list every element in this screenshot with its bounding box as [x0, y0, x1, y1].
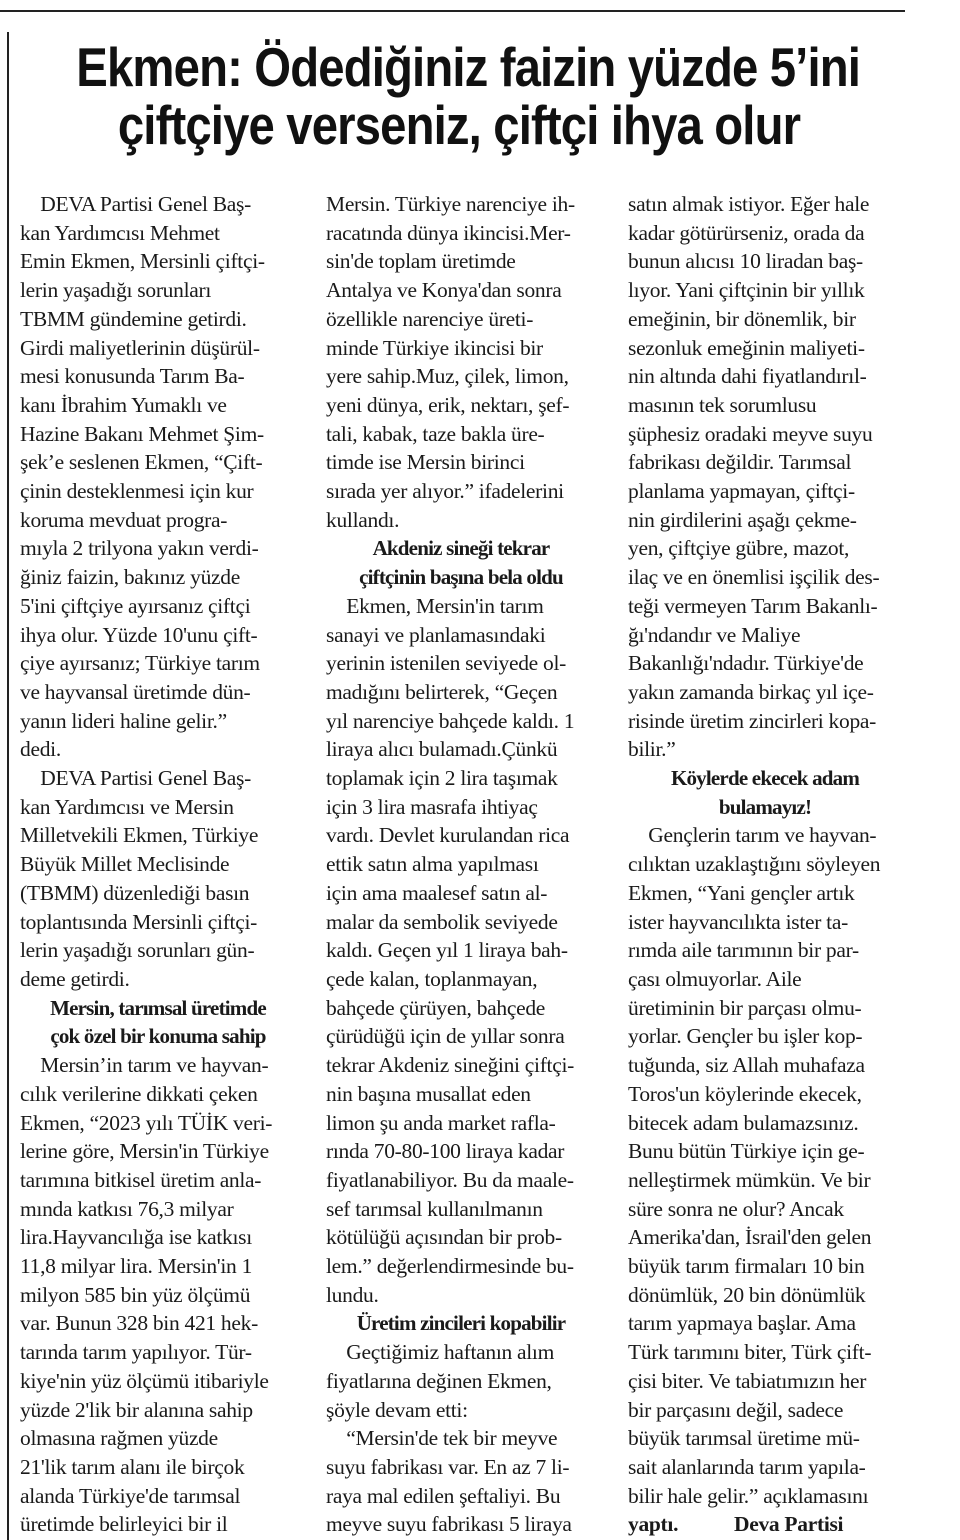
article-text-line: nin altında dahi fiyatlandırıl- — [628, 364, 867, 389]
article-text-line: vardı. Devlet kurulandan rica — [326, 823, 570, 848]
article-text-line: bilir hale gelir.” açıklamasını — [628, 1483, 869, 1508]
article-text-line: sait alanlarında tarım yapıla- — [628, 1454, 866, 1479]
article-text-line: Gençlerin tarım ve hayvan- — [628, 823, 877, 848]
article-text-line: DEVA Partisi Genel Baş- — [20, 766, 251, 791]
article-text-line: limon şu anda market rafla- — [326, 1110, 556, 1135]
article-text-line: 5'ini çiftçiye ayırsanız çiftçi — [20, 593, 251, 618]
article-text-line: yeni dünya, erik, nektarı, şef- — [326, 392, 570, 417]
article-text-line: lira.Hayvancılığa ise katkısı — [20, 1225, 252, 1250]
headline — [76, 36, 861, 156]
article-text-line: lıyor. Yani çiftçinin bir yıllık — [628, 278, 865, 303]
article-text-line: ister hayvancılıkta ister ta- — [628, 909, 848, 934]
article-text-line: yüzde 2'lik bir alanına sahip — [20, 1397, 253, 1422]
article-text-line: süre sonra ne olur? Ancak — [628, 1196, 844, 1221]
article-text-line: şöyle devam etti: — [326, 1397, 468, 1422]
article-text-line: şüphesiz oradaki meyve suyu — [628, 421, 873, 446]
article-column-1 — [20, 190, 296, 1540]
article-text-line: Antalya ve Konya'dan sonra — [326, 278, 562, 303]
article-text-line: bunun alıcısı 10 liradan baş- — [628, 249, 863, 274]
subheading: çiftçinin başına bela oldu — [359, 565, 563, 590]
article-text-line: çinin desteklenmesi için kur — [20, 479, 254, 504]
article-text-line: ğı'ndandır ve Maliye — [628, 622, 801, 647]
article-text-line: bilir.” — [628, 737, 676, 762]
article-text-line: sırada yer alıyor.” ifadelerini — [326, 479, 564, 504]
article-text-line: meyve suyu fabrikası 5 liraya — [326, 1512, 572, 1537]
article-text-line: raya mal edilen şeftaliyi. Bu — [326, 1483, 561, 1508]
article-text-line: cılıktan uzaklaştığını söyleyen — [628, 852, 881, 877]
article-text-line: özellikle narenciye üreti- — [326, 306, 534, 331]
article-text-line: kadar götürürseniz, orada da — [628, 220, 865, 245]
article-text-line: minde Türkiye ikincisi bir — [326, 335, 543, 360]
article-text-line: koruma mevduat progra- — [20, 507, 228, 532]
article-text-line: fiyatlanabiliyor. Bu da maale- — [326, 1167, 574, 1192]
article-text-line: malar da sembolik seviyede — [326, 909, 558, 934]
article-text-line: şek’e seslenen Ekmen, “Çift- — [20, 450, 263, 475]
article-text-line: ilaç ve en önemlisi işçilik des- — [628, 565, 880, 590]
article-text-line: teği vermeyen Tarım Bakanlı- — [628, 593, 878, 618]
article-text-line: yerinin istenilen seviyede ol- — [326, 651, 566, 676]
article-text-line: Geçtiğimiz haftanın alım — [326, 1340, 555, 1365]
article-text-line: Toros'un köylerinde ekecek, — [628, 1081, 862, 1106]
subheading: Köylerde ekecek adam — [670, 766, 860, 791]
article-text-line: ğiniz faizin, bakınız yüzde — [20, 565, 240, 590]
article-text-line: yakın zamanda birkaç yıl içe- — [628, 679, 874, 704]
article-text-line: çiye ayırsanız; Türkiye tarım — [20, 651, 260, 676]
article-text-line: Türk tarımını biter, Türk çift- — [628, 1340, 872, 1365]
article-text-line: yen, çiftçiye gübre, mazot, — [628, 536, 850, 561]
article-text-line: tarımına bitkisel üretim anla- — [20, 1167, 262, 1192]
subheading: Mersin, tarımsal üretimde — [50, 995, 266, 1020]
article-text-line: yere sahip.Muz, çilek, limon, — [326, 364, 569, 389]
article-text-line: Ekmen, “Yani gençler artık — [628, 880, 855, 905]
article-text-line: masının tek sorumlusu — [628, 392, 817, 417]
article-text-line: kaldı. Geçen yıl 1 liraya bah- — [326, 938, 568, 963]
article-text-line: emeğinin, bir dönemlik, bir — [628, 306, 856, 331]
article-text-line: fiyatlarına değinen Ekmen, — [326, 1368, 552, 1393]
article-text-line: fabrikası değildir. Tarımsal — [628, 450, 852, 475]
headline-line: çiftçiye verseniz, çiftçi ihya olur — [117, 94, 801, 156]
article-text-line: tarında tarım yapılıyor. Tür- — [20, 1340, 252, 1365]
article-column-2 — [326, 190, 596, 1540]
article-text-line: yıl narenciye bahçede kaldı. 1 — [326, 708, 575, 733]
article-text-line: ve hayvansal üretimde dün- — [20, 679, 251, 704]
article-text-line: kanı İbrahim Yumaklı ve — [20, 392, 227, 417]
article-text-line: lem.” değerlendirmesinde bu- — [326, 1254, 574, 1279]
article-text-line: lerin yaşadığı sorunları gün- — [20, 938, 255, 963]
article-text-line: DEVA Partisi Genel Baş- — [20, 192, 251, 216]
article-text-line: çası olmuyorlar. Aile — [628, 966, 802, 991]
article-text-line: yaptı. Deva Partisi — [628, 1512, 844, 1537]
article-text-line: Ekmen, Mersin'in tarım — [326, 593, 544, 618]
article-text-line: lerine göre, Mersin'in Türkiye — [20, 1139, 269, 1164]
article-text-line: mıyla 2 trilyona yakın verdi- — [20, 536, 259, 561]
article-text-line: rında 70-80-100 liraya kadar — [326, 1139, 565, 1164]
article-text-line: planlama yapmayan, çiftçi- — [628, 479, 855, 504]
article-text-line: tali, kabak, taze bakla üre- — [326, 421, 545, 446]
article-text-line: 11,8 milyar lira. Mersin'in 1 — [20, 1254, 253, 1279]
article-text-line: toplantısında Mersinli çiftçi- — [20, 909, 258, 934]
article-text-line: sef tarımsal kullanılmanın — [326, 1196, 543, 1221]
left-rule — [7, 32, 9, 1540]
article-text-line: Hazine Bakanı Mehmet Şim- — [20, 421, 264, 446]
article-text-line: racatında dünya ikincisi.Mer- — [326, 220, 571, 245]
article-text-line: bir parçasını değil, sadece — [628, 1397, 844, 1422]
article-text-line: üretiminin bir parçası olmu- — [628, 995, 862, 1020]
article-text-line: tuğunda, siz Allah muhafaza — [628, 1053, 865, 1078]
article-text-line: Ekmen, “2023 yılı TÜİK veri- — [20, 1110, 273, 1135]
article-text-line: bahçede çürüyen, bahçede — [326, 995, 546, 1020]
article-text-line: büyük tarım firmaları 10 bin — [628, 1254, 865, 1279]
article-text-line: olmasına rağmen yüzde — [20, 1426, 218, 1451]
article-text-line: alanda Türkiye'de tarımsal — [20, 1483, 241, 1508]
article-text-line: (TBMM) düzenlediği basın — [20, 880, 250, 905]
top-rule — [0, 10, 905, 12]
article-text-line: kötülüğü açısından bir prob- — [326, 1225, 562, 1250]
article-text-line: çisi biter. Ve tabiatımızın her — [628, 1368, 867, 1393]
article-text-line: lundu. — [326, 1282, 379, 1307]
article-text-line: yorlar. Gençler bu işler kop- — [628, 1024, 863, 1049]
article-text-line: deme getirdi. — [20, 966, 130, 991]
article-text-line: büyük tarımsal üretime mü- — [628, 1426, 860, 1451]
article-text-line: toplamak için 2 lira taşımak — [326, 766, 558, 791]
article-text-line: kiye'nin yüz ölçümü itibariyle — [20, 1368, 269, 1393]
article-text-line: timde ise Mersin birinci — [326, 450, 525, 475]
article-text-line: mesi konusunda Tarım Ba- — [20, 364, 245, 389]
article-text-line: kan Yardımcısı Mehmet — [20, 220, 220, 245]
article-text-line: satın almak istiyor. Eğer hale — [628, 192, 870, 216]
article-text-line: Amerika'dan, İsrail'den gelen — [628, 1225, 872, 1250]
article-text-line: rımda aile tarımının bir par- — [628, 938, 859, 963]
article-text-line: mında katkısı 76,3 milyar — [20, 1196, 234, 1221]
article-text-line: kan Yardımcısı ve Mersin — [20, 794, 234, 819]
article-text-line: için ama maalesef satın al- — [326, 880, 548, 905]
article-text-line: çürüdüğü için de yıllar sonra — [326, 1024, 565, 1049]
subheading: Üretim zincileri kopabilir — [356, 1311, 566, 1336]
article-text-line: Girdi maliyetlerinin düşürül- — [20, 335, 260, 360]
article-text-line: madığını belirterek, “Geçen — [326, 679, 558, 704]
article-text-line: Milletvekili Ekmen, Türkiye — [20, 823, 259, 848]
article-text-line: yanın lideri haline gelir.” — [20, 708, 227, 733]
article-text-line: için 3 lira masrafa ihtiyaç — [326, 794, 538, 819]
subheading: bulamayız! — [718, 794, 812, 819]
article-text-line: çede kalan, toplanmayan, — [326, 966, 538, 991]
article-text-line: nin başına musallat eden — [326, 1081, 531, 1106]
article-text-line: bitecek adam bulamazsınız. — [628, 1110, 859, 1135]
article-text-line: ihya olur. Yüzde 10'unu çift- — [20, 622, 258, 647]
article-text-line: milyon 585 bin yüz ölçümü — [20, 1282, 251, 1307]
article-text-line: var. Bunun 328 bin 421 hek- — [20, 1311, 258, 1336]
article-text-line: dönümlük, 20 bin dönümlük — [628, 1282, 866, 1307]
article-column-3 — [628, 190, 902, 1540]
article-text-line: suyu fabrikası var. En az 7 li- — [326, 1454, 570, 1479]
article-text-line: Bakanlığı'ndadır. Türkiye'de — [628, 651, 864, 676]
subheading: Akdeniz sineği tekrar — [372, 536, 550, 561]
subheading: çok özel bir konuma sahip — [50, 1024, 266, 1049]
article-text-line: Mersin’in tarım ve hayvan- — [20, 1053, 269, 1078]
article-text-line: lerin yaşadığı sorunları — [20, 278, 212, 303]
article-text-line: Bunu bütün Türkiye için ge- — [628, 1139, 865, 1164]
article-text-line: TBMM gündemine getirdi. — [20, 306, 247, 331]
article-text-line: sin'de toplam üretimde — [326, 249, 516, 274]
article-text-line: 21'lik tarım alanı ile birçok — [20, 1454, 245, 1479]
article-text-line: Büyük Millet Meclisinde — [20, 852, 230, 877]
article-text-line: risinde üretim zincirleri kopa- — [628, 708, 877, 733]
article-text-line: cılık verilerine dikkati çeken — [20, 1081, 258, 1106]
article-text-line: üretimde belirleyici bir il — [20, 1512, 228, 1537]
article-text-line: kullandı. — [326, 507, 400, 532]
article-text-line: dedi. — [20, 737, 61, 762]
article-text-line: liraya alıcı bulamadı.Çünkü — [326, 737, 558, 762]
article-text-line: tarım yapmaya başlar. Ama — [628, 1311, 856, 1336]
article-text-line: nin girdilerini aşağı çekme- — [628, 507, 857, 532]
article-text-line: nelleştirmek mümkün. Ve bir — [628, 1167, 871, 1192]
article-text-line: sanayi ve planlamasındaki — [326, 622, 546, 647]
article-text-line: Mersin. Türkiye narenciye ih- — [326, 192, 575, 216]
article-text-line: ettik satın alma yapılması — [326, 852, 539, 877]
article-text-line: tekrar Akdeniz sineğini çiftçi- — [326, 1053, 575, 1078]
headline-line: Ekmen: Ödediğiniz faizin yüzde 5’ini — [76, 36, 861, 98]
article-text-line: sezonluk emeğinin maliyeti- — [628, 335, 865, 360]
article-text-line: Emin Ekmen, Mersinli çiftçi- — [20, 249, 265, 274]
article-text-line: “Mersin'de tek bir meyve — [326, 1426, 558, 1451]
